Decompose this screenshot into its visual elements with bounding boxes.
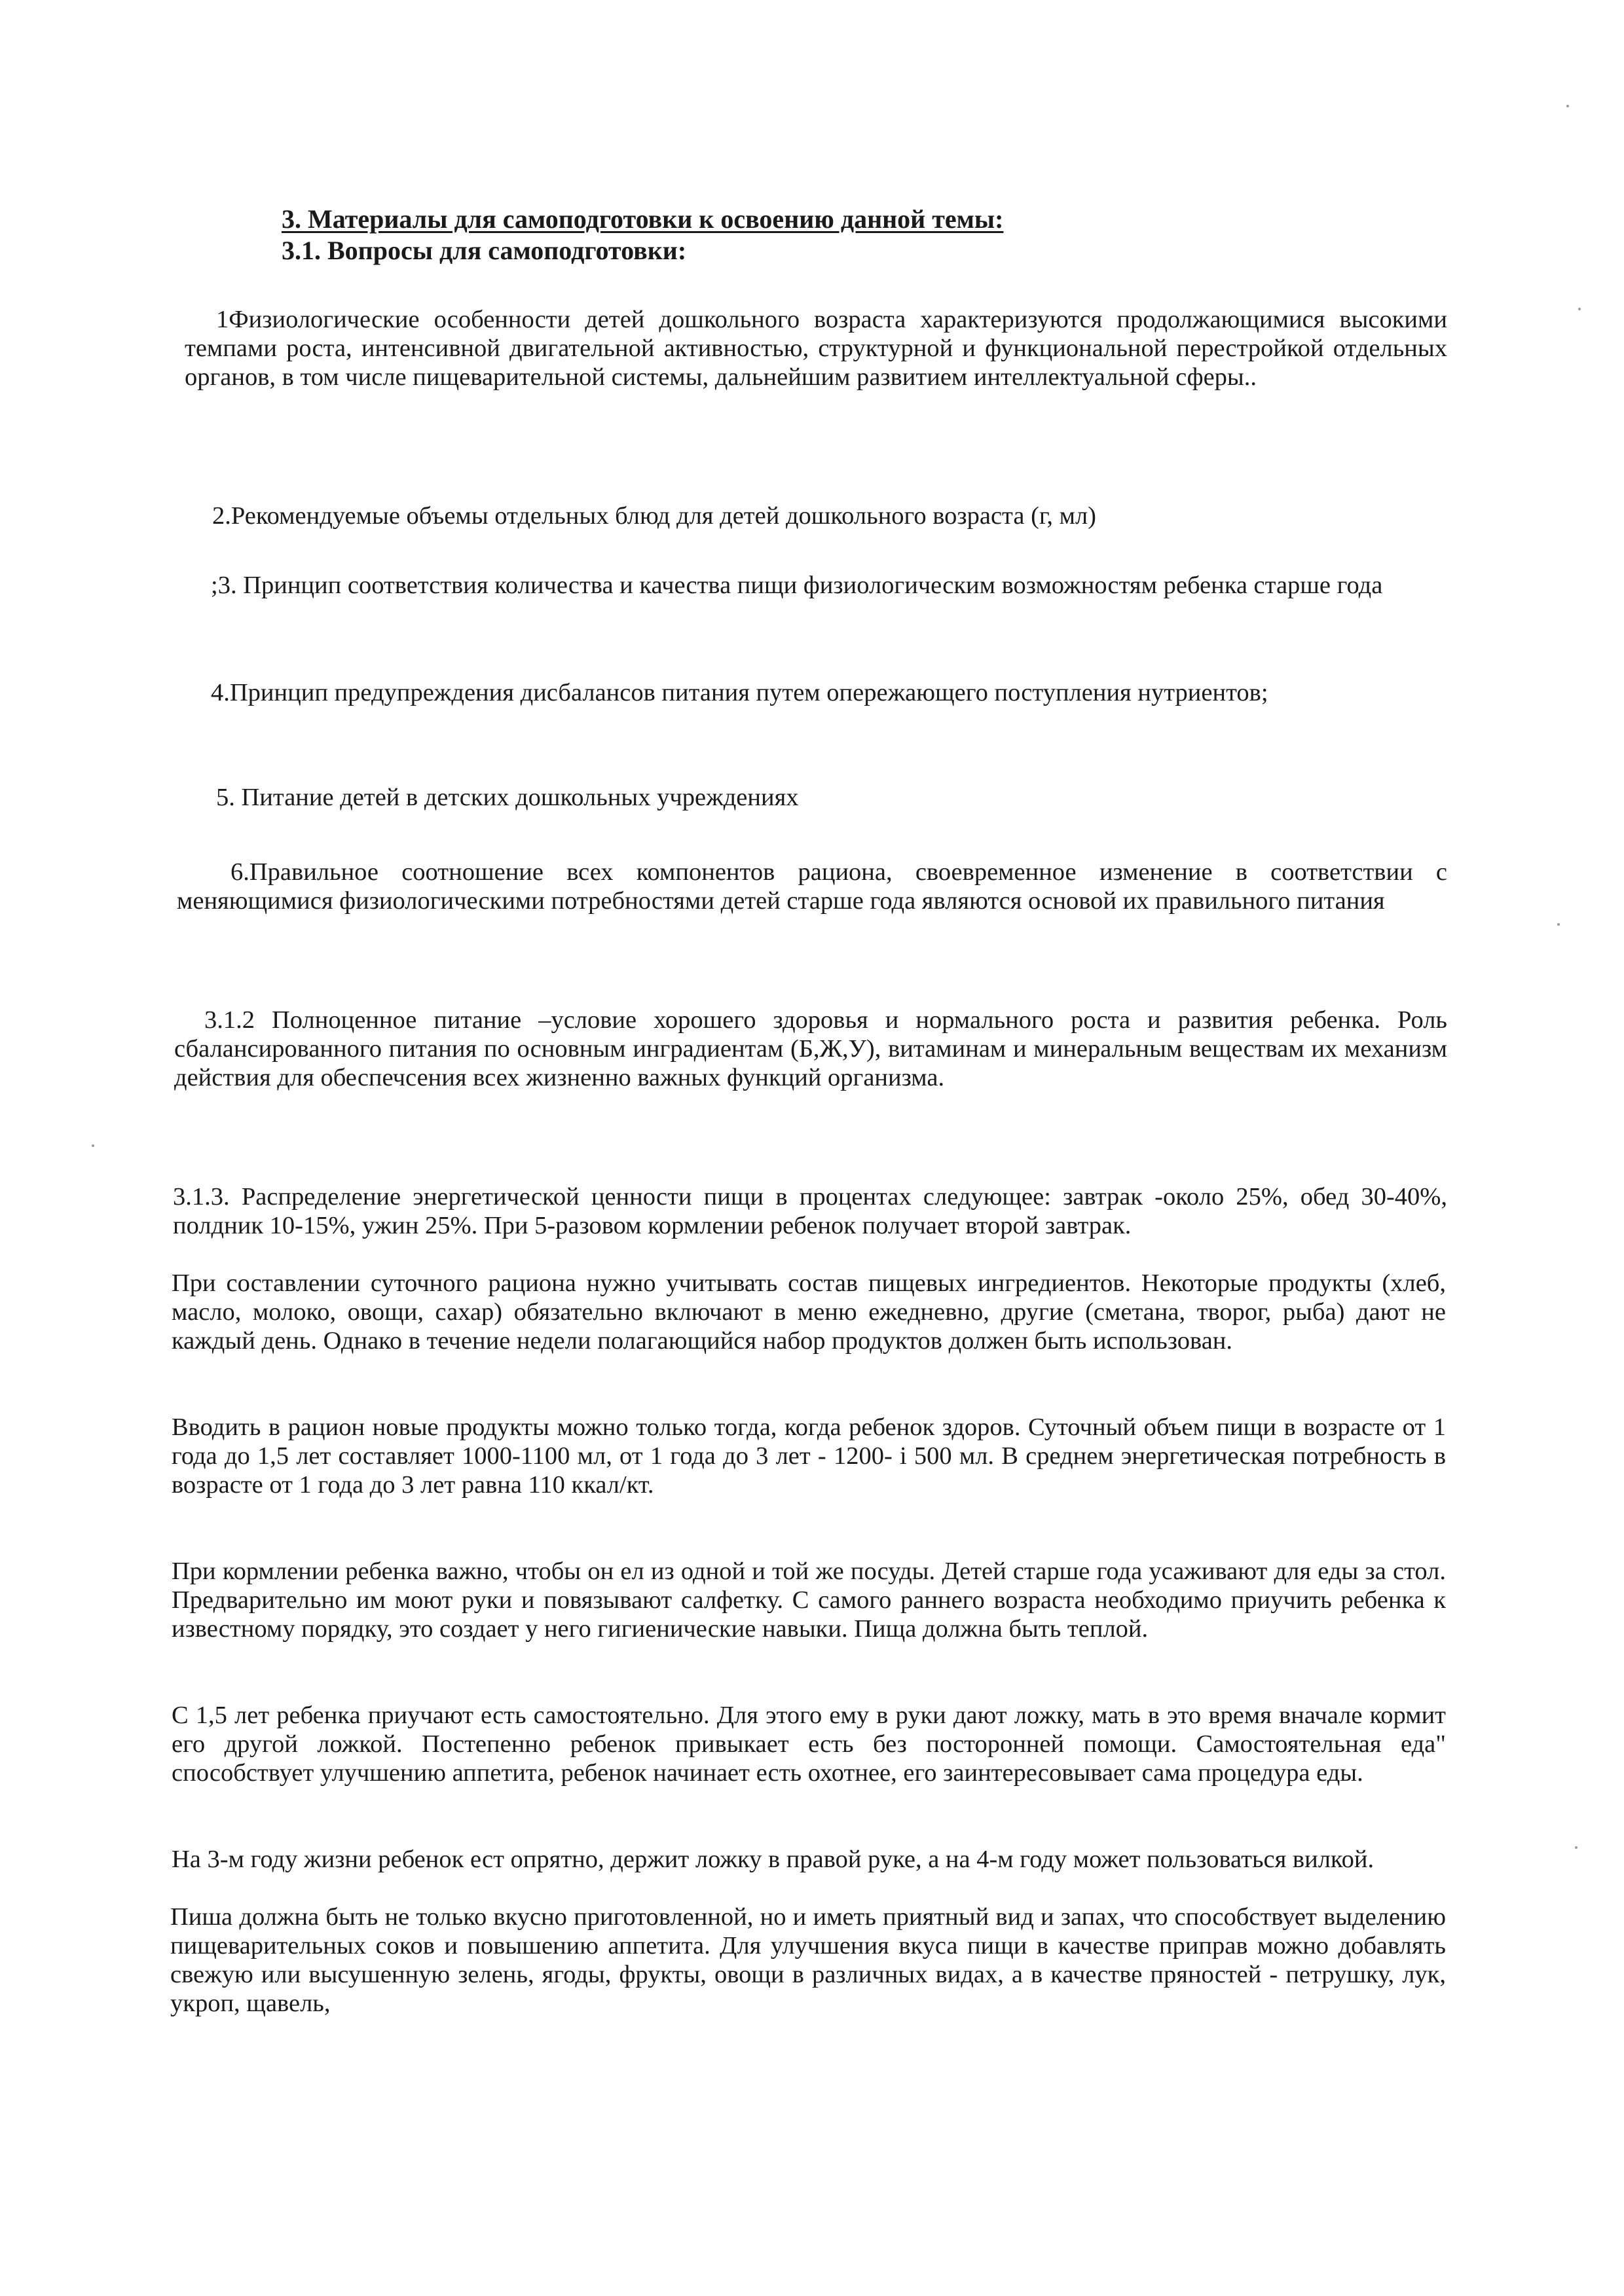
question-4: 4.Принцип предупреждения дисбалансов питания путем опережающего поступления нутриентов; [211, 679, 1268, 706]
scan-speck [1566, 105, 1569, 107]
paragraph-third-year: На 3-м году жизни ребенок ест опрятно, держит ложку в правой руке, а на 4-м году может пользоваться вилкой. [172, 1846, 1375, 1873]
scan-speck [92, 1144, 94, 1147]
paragraph-self-feeding: С 1,5 лет ребенка приучают есть самостоятельно. Для этого ему в руки дают ложку, мать в это время вначале кормит его другой ложкой. Постепенно ребенок привыкает есть без посторонней помощи. Самостоятельная еда" способствует улучшению аппетита, ребенок начинает есть охотнее, его заинтересовывает сама процедура еды. [172, 1702, 1446, 1787]
subsection-3-1-2: 3.1.2 Полноценное питание –условие хорошего здоровья и нормального роста и развития ребенка. Роль сбалансированного питания по основным инградиентам (Б,Ж,У), витаминам и минеральным веществам их механизм действия для обеспечсения всех жизненно важных функций организма. [174, 1006, 1447, 1091]
question-1: 1Физиологические особенности детей дошкольного возраста характеризуются продолжающимися высокими темпами роста, интенсивной двигательной активностью, структурной и функциональной перестройкой отдельных органов, в том числе пищеварительной системы, дальнейшим развитием интеллектуальной сферы.. [185, 306, 1447, 391]
question-3: ;3. Принцип соответствия количества и качества пищи физиологическим возможностям ребенка старше года [211, 572, 1383, 599]
scan-speck [1578, 308, 1581, 310]
subsection-heading: 3.1. Вопросы для самоподготовки: [282, 236, 687, 265]
scan-speck [1575, 1846, 1578, 1849]
paragraph-daily-ration: При составлении суточного рациона нужно учитывать состав пищевых ингредиентов. Некоторые продукты (хлеб, масло, молоко, овощи, сахар) обязательно включают в меню ежедневно, другие (сметана, творог, рыба) дают не каждый день. Однако в течение недели полагающийся набор продуктов должен быть использован. [172, 1269, 1446, 1355]
paragraph-new-products: Вводить в рацион новые продукты можно только тогда, когда ребенок здоров. Суточный объем пищи в возрасте от 1 года до 1,5 лет составляет 1000-1100 мл, от 1 года до 3 лет - 1200- і 500 мл. В среднем энергетическая потребность в возрасте от 1 года до 3 лет равна 110 ккал/кт. [172, 1413, 1446, 1499]
paragraph-feeding-dishes: При кормлении ребенка важно, чтобы он ел из одной и той же посуды. Детей старше года усаживают для еды за стол. Предварительно им моют руки и повязывают салфетку. С самого раннего возраста необходимо приучить ребенка к известному порядку, это создает у него гигиенические навыки. Пища должна быть теплой. [172, 1558, 1446, 1643]
scan-speck [1557, 923, 1560, 926]
question-2: 2.Рекомендуемые объемы отдельных блюд для детей дошкольного возраста (г, мл) [212, 502, 1096, 530]
paragraph-food-appeal: Пиша должна быть не только вкусно приготовленной, но и иметь приятный вид и запах, что способствует выделению пищеварительных соков и повышению аппетита. Для улучшения вкуса пищи в качестве приправ можно добавлять свежую или высушенную зелень, ягоды, фрукты, овощи в различных видах, а в качестве пряностей - петрушку, лук, укроп, щавель, [170, 1903, 1446, 2017]
paragraph-energy-distribution: 3.1.3. Распределение энергетической ценности пищи в процентах следующее: завтрак -около 25%, обед 30-40%, полдник 10-15%, ужин 25%. При 5-разовом кормлении ребенок получает второй завтрак. [173, 1183, 1447, 1239]
question-5: 5. Питание детей в детских дошкольных учреждениях [216, 784, 799, 811]
question-6: 6.Правильное соотношение всех компонентов рациона, своевременное изменение в соответствии с меняющимися физиологическими потребностями детей старше года являются основой их правильного питания [177, 858, 1447, 915]
section-heading: 3. Материалы для самоподготовки к освоению данной темы: [282, 204, 1004, 234]
